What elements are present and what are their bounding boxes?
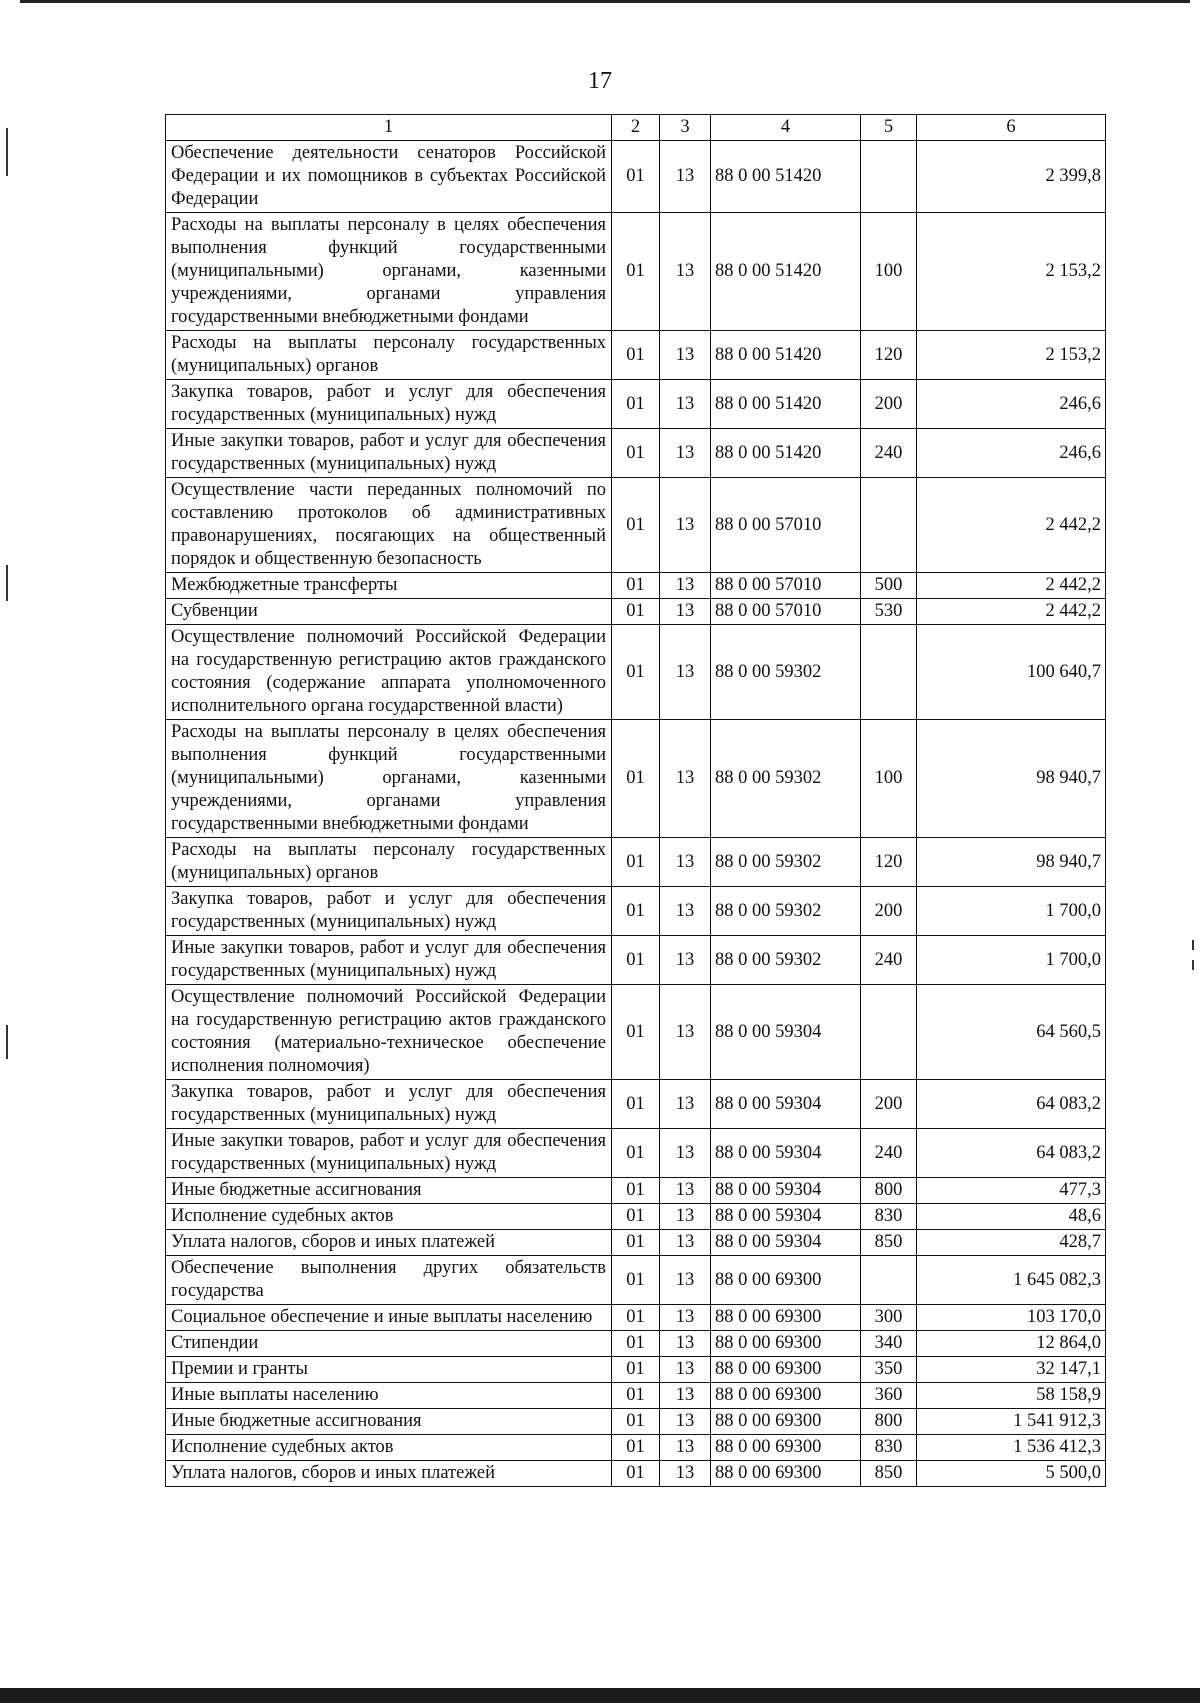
row-name-cell: Расходы на выплаты персоналу в целях обеспечения выполнения функций государственными (муниципальными) органами, казенными учреждениями, органами управления государственными внебюджетными фондами — [166, 213, 612, 331]
row-name-cell: Иные бюджетные ассигнования — [166, 1409, 612, 1435]
row-type-cell — [861, 1256, 917, 1305]
column-number: 5 — [861, 115, 917, 141]
row-amount-cell: 12 864,0 — [917, 1331, 1106, 1357]
row-section-cell: 01 — [612, 429, 660, 478]
row-section-cell: 01 — [612, 1129, 660, 1178]
row-section-cell: 01 — [612, 936, 660, 985]
row-name-cell: Закупка товаров, работ и услуг для обеспечения государственных (муниципальных) нужд — [166, 887, 612, 936]
row-section-cell: 01 — [612, 478, 660, 573]
row-type-cell: 350 — [861, 1357, 917, 1383]
row-section-cell: 01 — [612, 213, 660, 331]
row-name-cell: Закупка товаров, работ и услуг для обеспечения государственных (муниципальных) нужд — [166, 1080, 612, 1129]
column-number-row — [166, 115, 1106, 141]
row-code-cell: 88 0 00 51420 — [711, 380, 861, 429]
scan-mark-right — [1192, 940, 1194, 950]
row-code-cell: 88 0 00 69300 — [711, 1461, 861, 1487]
row-type-cell: 100 — [861, 213, 917, 331]
row-amount-cell: 64 560,5 — [917, 985, 1106, 1080]
row-name-cell: Осуществление полномочий Российской Федерации на государственную регистрацию актов гражданского состояния (материально-техническое обеспечение исполнения полномочия) — [166, 985, 612, 1080]
row-amount-cell: 98 940,7 — [917, 720, 1106, 838]
row-code-cell: 88 0 00 69300 — [711, 1383, 861, 1409]
row-amount-cell: 64 083,2 — [917, 1129, 1106, 1178]
row-name-cell: Расходы на выплаты персоналу государственных (муниципальных) органов — [166, 331, 612, 380]
row-subsection-cell: 13 — [660, 887, 711, 936]
row-code-cell: 88 0 00 69300 — [711, 1435, 861, 1461]
row-amount-cell: 2 442,2 — [917, 478, 1106, 573]
row-amount-cell: 98 940,7 — [917, 838, 1106, 887]
row-subsection-cell: 13 — [660, 1435, 711, 1461]
row-amount-cell: 48,6 — [917, 1204, 1106, 1230]
row-type-cell: 200 — [861, 380, 917, 429]
budget-table — [165, 114, 1106, 1487]
row-subsection-cell: 13 — [660, 331, 711, 380]
row-subsection-cell: 13 — [660, 1204, 711, 1230]
row-section-cell: 01 — [612, 985, 660, 1080]
row-code-cell: 88 0 00 59302 — [711, 838, 861, 887]
table-row — [166, 1230, 1106, 1256]
row-section-cell: 01 — [612, 573, 660, 599]
table-row — [166, 213, 1106, 331]
row-name-cell: Социальное обеспечение и иные выплаты населению — [166, 1305, 612, 1331]
row-section-cell: 01 — [612, 1230, 660, 1256]
column-number: 4 — [711, 115, 861, 141]
row-name-cell: Иные бюджетные ассигнования — [166, 1178, 612, 1204]
table-row — [166, 1129, 1106, 1178]
row-type-cell: 200 — [861, 1080, 917, 1129]
row-subsection-cell: 13 — [660, 599, 711, 625]
row-amount-cell: 103 170,0 — [917, 1305, 1106, 1331]
row-amount-cell: 1 536 412,3 — [917, 1435, 1106, 1461]
row-type-cell: 500 — [861, 573, 917, 599]
row-subsection-cell: 13 — [660, 1129, 711, 1178]
table-row — [166, 625, 1106, 720]
row-type-cell: 360 — [861, 1383, 917, 1409]
row-name-cell: Обеспечение выполнения других обязательств государства — [166, 1256, 612, 1305]
table-row — [166, 1256, 1106, 1305]
row-section-cell: 01 — [612, 1305, 660, 1331]
row-subsection-cell: 13 — [660, 720, 711, 838]
table-row — [166, 1331, 1106, 1357]
row-name-cell: Премии и гранты — [166, 1357, 612, 1383]
row-code-cell: 88 0 00 59304 — [711, 1178, 861, 1204]
row-subsection-cell: 13 — [660, 141, 711, 213]
column-number: 6 — [917, 115, 1106, 141]
table-row — [166, 429, 1106, 478]
row-code-cell: 88 0 00 59304 — [711, 1080, 861, 1129]
row-type-cell — [861, 478, 917, 573]
table-row — [166, 887, 1106, 936]
table-row — [166, 936, 1106, 985]
row-type-cell: 200 — [861, 887, 917, 936]
row-section-cell: 01 — [612, 331, 660, 380]
row-type-cell: 100 — [861, 720, 917, 838]
row-code-cell: 88 0 00 69300 — [711, 1331, 861, 1357]
row-name-cell: Иные закупки товаров, работ и услуг для обеспечения государственных (муниципальных) нужд — [166, 1129, 612, 1178]
row-name-cell: Межбюджетные трансферты — [166, 573, 612, 599]
row-amount-cell: 2 153,2 — [917, 331, 1106, 380]
table-row — [166, 838, 1106, 887]
table-row — [166, 1204, 1106, 1230]
row-code-cell: 88 0 00 59304 — [711, 1204, 861, 1230]
row-code-cell: 88 0 00 59302 — [711, 625, 861, 720]
row-code-cell: 88 0 00 51420 — [711, 331, 861, 380]
row-code-cell: 88 0 00 57010 — [711, 573, 861, 599]
row-type-cell: 300 — [861, 1305, 917, 1331]
page-number: 17 — [588, 68, 612, 94]
table-row — [166, 985, 1106, 1080]
row-amount-cell: 2 442,2 — [917, 573, 1106, 599]
scan-mark-right — [1192, 960, 1194, 970]
row-amount-cell: 64 083,2 — [917, 1080, 1106, 1129]
row-type-cell: 830 — [861, 1435, 917, 1461]
table-row — [166, 141, 1106, 213]
row-subsection-cell: 13 — [660, 380, 711, 429]
row-code-cell: 88 0 00 59304 — [711, 985, 861, 1080]
table-row — [166, 1461, 1106, 1487]
row-code-cell: 88 0 00 69300 — [711, 1357, 861, 1383]
column-number: 2 — [612, 115, 660, 141]
row-name-cell: Исполнение судебных актов — [166, 1204, 612, 1230]
row-section-cell: 01 — [612, 1080, 660, 1129]
row-name-cell: Обеспечение деятельности сенаторов Российской Федерации и их помощников в субъектах Российской Федерации — [166, 141, 612, 213]
table-row — [166, 1178, 1106, 1204]
row-section-cell: 01 — [612, 1204, 660, 1230]
row-subsection-cell: 13 — [660, 573, 711, 599]
row-type-cell — [861, 625, 917, 720]
table-row — [166, 720, 1106, 838]
row-name-cell: Субвенции — [166, 599, 612, 625]
row-code-cell: 88 0 00 57010 — [711, 478, 861, 573]
row-code-cell: 88 0 00 59304 — [711, 1230, 861, 1256]
row-section-cell: 01 — [612, 1461, 660, 1487]
row-type-cell: 340 — [861, 1331, 917, 1357]
row-amount-cell: 428,7 — [917, 1230, 1106, 1256]
row-amount-cell: 58 158,9 — [917, 1383, 1106, 1409]
row-code-cell: 88 0 00 51420 — [711, 141, 861, 213]
row-subsection-cell: 13 — [660, 1178, 711, 1204]
row-subsection-cell: 13 — [660, 985, 711, 1080]
row-name-cell: Расходы на выплаты персоналу государственных (муниципальных) органов — [166, 838, 612, 887]
row-amount-cell: 100 640,7 — [917, 625, 1106, 720]
row-type-cell: 120 — [861, 331, 917, 380]
row-section-cell: 01 — [612, 1409, 660, 1435]
row-amount-cell: 246,6 — [917, 380, 1106, 429]
row-type-cell: 850 — [861, 1461, 917, 1487]
row-subsection-cell: 13 — [660, 936, 711, 985]
row-type-cell: 800 — [861, 1178, 917, 1204]
row-type-cell: 120 — [861, 838, 917, 887]
row-type-cell: 240 — [861, 936, 917, 985]
row-subsection-cell: 13 — [660, 1230, 711, 1256]
row-type-cell: 830 — [861, 1204, 917, 1230]
row-amount-cell: 32 147,1 — [917, 1357, 1106, 1383]
row-subsection-cell: 13 — [660, 1383, 711, 1409]
row-subsection-cell: 13 — [660, 1256, 711, 1305]
table-row — [166, 1305, 1106, 1331]
row-section-cell: 01 — [612, 625, 660, 720]
row-code-cell: 88 0 00 69300 — [711, 1256, 861, 1305]
row-name-cell: Расходы на выплаты персоналу в целях обеспечения выполнения функций государственными (муниципальными) органами, казенными учреждениями, органами управления государственными внебюджетными фондами — [166, 720, 612, 838]
row-name-cell: Иные выплаты населению — [166, 1383, 612, 1409]
row-section-cell: 01 — [612, 141, 660, 213]
column-number: 1 — [166, 115, 612, 141]
row-subsection-cell: 13 — [660, 1409, 711, 1435]
row-amount-cell: 1 700,0 — [917, 887, 1106, 936]
row-section-cell: 01 — [612, 838, 660, 887]
row-name-cell: Уплата налогов, сборов и иных платежей — [166, 1230, 612, 1256]
table-row — [166, 1080, 1106, 1129]
row-name-cell: Закупка товаров, работ и услуг для обеспечения государственных (муниципальных) нужд — [166, 380, 612, 429]
table-row — [166, 573, 1106, 599]
row-type-cell: 800 — [861, 1409, 917, 1435]
row-section-cell: 01 — [612, 1435, 660, 1461]
row-section-cell: 01 — [612, 720, 660, 838]
scan-mark-left — [6, 128, 8, 176]
column-number: 3 — [660, 115, 711, 141]
scan-mark-left — [6, 1025, 8, 1059]
row-section-cell: 01 — [612, 599, 660, 625]
row-section-cell: 01 — [612, 380, 660, 429]
table-row — [166, 1357, 1106, 1383]
row-subsection-cell: 13 — [660, 1331, 711, 1357]
row-type-cell: 240 — [861, 1129, 917, 1178]
table-row — [166, 478, 1106, 573]
row-code-cell: 88 0 00 59302 — [711, 720, 861, 838]
table-row — [166, 1435, 1106, 1461]
row-type-cell: 530 — [861, 599, 917, 625]
row-section-cell: 01 — [612, 1357, 660, 1383]
row-code-cell: 88 0 00 51420 — [711, 429, 861, 478]
row-code-cell: 88 0 00 59304 — [711, 1129, 861, 1178]
row-code-cell: 88 0 00 57010 — [711, 599, 861, 625]
row-code-cell: 88 0 00 59302 — [711, 936, 861, 985]
row-name-cell: Осуществление части переданных полномочий по составлению протоколов об административных правонарушениях, посягающих на общественный порядок и общественную безопасность — [166, 478, 612, 573]
row-subsection-cell: 13 — [660, 1080, 711, 1129]
row-section-cell: 01 — [612, 1178, 660, 1204]
row-name-cell: Уплата налогов, сборов и иных платежей — [166, 1461, 612, 1487]
row-section-cell: 01 — [612, 1256, 660, 1305]
row-section-cell: 01 — [612, 887, 660, 936]
row-type-cell — [861, 985, 917, 1080]
row-type-cell: 850 — [861, 1230, 917, 1256]
row-name-cell: Исполнение судебных актов — [166, 1435, 612, 1461]
row-name-cell: Иные закупки товаров, работ и услуг для обеспечения государственных (муниципальных) нужд — [166, 429, 612, 478]
budget-table-body — [166, 115, 1106, 1487]
row-subsection-cell: 13 — [660, 625, 711, 720]
row-type-cell: 240 — [861, 429, 917, 478]
row-amount-cell: 246,6 — [917, 429, 1106, 478]
row-code-cell: 88 0 00 51420 — [711, 213, 861, 331]
row-subsection-cell: 13 — [660, 838, 711, 887]
row-amount-cell: 1 541 912,3 — [917, 1409, 1106, 1435]
row-amount-cell: 5 500,0 — [917, 1461, 1106, 1487]
row-section-cell: 01 — [612, 1383, 660, 1409]
row-name-cell: Иные закупки товаров, работ и услуг для обеспечения государственных (муниципальных) нужд — [166, 936, 612, 985]
row-section-cell: 01 — [612, 1331, 660, 1357]
scan-edge-top — [20, 0, 1190, 3]
row-amount-cell: 477,3 — [917, 1178, 1106, 1204]
row-amount-cell: 2 153,2 — [917, 213, 1106, 331]
table-row — [166, 1409, 1106, 1435]
row-code-cell: 88 0 00 69300 — [711, 1409, 861, 1435]
row-name-cell: Осуществление полномочий Российской Федерации на государственную регистрацию актов гражданского состояния (содержание аппарата уполномоченного исполнительного органа государственной власти) — [166, 625, 612, 720]
row-amount-cell: 1 700,0 — [917, 936, 1106, 985]
scan-edge-bottom — [0, 1688, 1200, 1703]
row-subsection-cell: 13 — [660, 478, 711, 573]
row-type-cell — [861, 141, 917, 213]
row-name-cell: Стипендии — [166, 1331, 612, 1357]
row-subsection-cell: 13 — [660, 1305, 711, 1331]
row-subsection-cell: 13 — [660, 1357, 711, 1383]
row-amount-cell: 1 645 082,3 — [917, 1256, 1106, 1305]
table-row — [166, 599, 1106, 625]
row-subsection-cell: 13 — [660, 1461, 711, 1487]
table-row — [166, 331, 1106, 380]
row-code-cell: 88 0 00 69300 — [711, 1305, 861, 1331]
row-amount-cell: 2 399,8 — [917, 141, 1106, 213]
table-row — [166, 1383, 1106, 1409]
row-amount-cell: 2 442,2 — [917, 599, 1106, 625]
row-subsection-cell: 13 — [660, 429, 711, 478]
row-code-cell: 88 0 00 59302 — [711, 887, 861, 936]
table-row — [166, 380, 1106, 429]
row-subsection-cell: 13 — [660, 213, 711, 331]
scan-mark-left — [6, 565, 8, 601]
